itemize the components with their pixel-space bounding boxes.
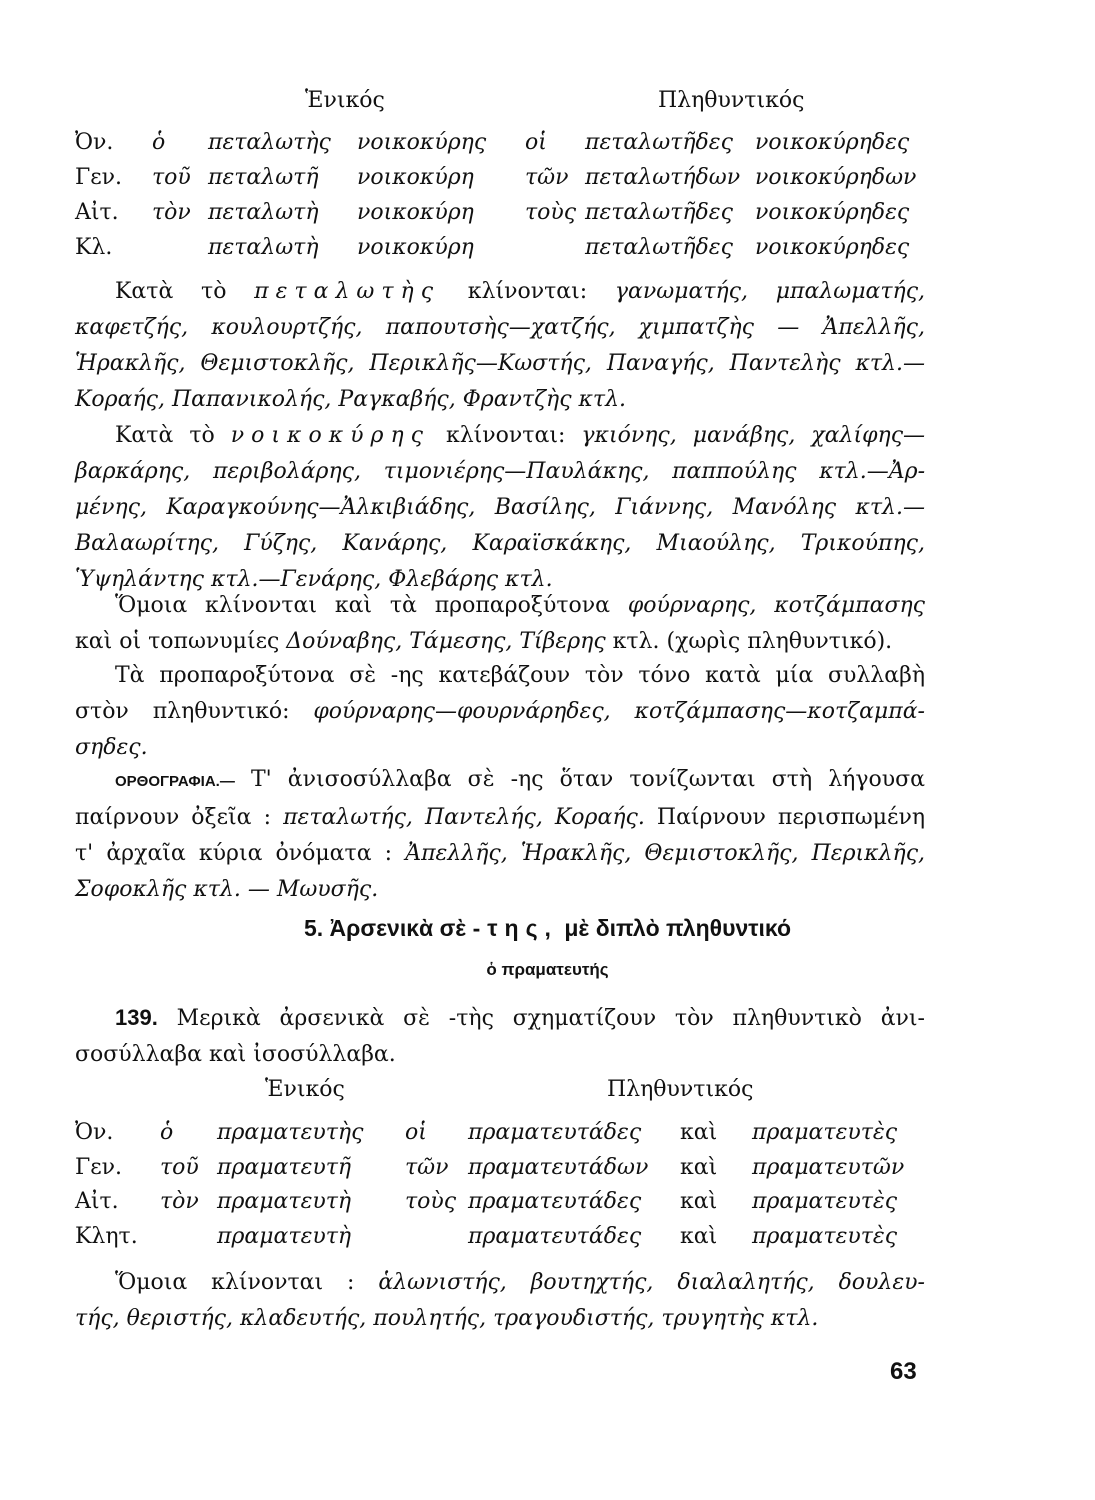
text-line: καφετζής, κουλουρτζής, παπουτσὴς—χατζής, χιμπατζὴς — Ἀπελλῆς, xyxy=(75,315,925,340)
table2-header-plural: Πληθυντικός xyxy=(607,1077,754,1102)
word: νοικοκύρη xyxy=(357,235,474,260)
word: νοικοκύρηδων xyxy=(755,165,917,190)
article: οἱ xyxy=(525,130,547,155)
examples: ἁλωνιστής, βουτηχτής, διαλαλητής, δουλευ- xyxy=(378,1270,925,1295)
word: πραματευτὲς xyxy=(752,1189,898,1214)
word: πεταλωτῆ xyxy=(208,165,319,190)
case-label: Κλητ. xyxy=(75,1224,138,1249)
word: πεταλωτῆδες xyxy=(585,235,733,260)
case-label: Αἰτ. xyxy=(75,200,119,225)
examples: γανωματής, μπαλωματής, xyxy=(614,279,926,304)
text-line: σοσύλλαβα καὶ ἰσοσύλλαβα. xyxy=(75,1042,396,1067)
word: πεταλωτῆδες xyxy=(585,200,733,225)
section-title-part: Ἀρσενικὰ σὲ xyxy=(329,915,467,941)
word: πραματευτῶν xyxy=(752,1155,905,1180)
article: τοὺς xyxy=(405,1189,457,1214)
text-line: Κοραής, Παπανικολής, Ραγκαβής, Φραντζὴς κτλ. xyxy=(75,387,627,412)
paragraph-proparoxytona xyxy=(75,588,925,660)
word: πραματευτάδων xyxy=(468,1155,649,1180)
text: στὸν πληθυντικό: xyxy=(75,699,290,724)
word: πεταλωτὴ xyxy=(208,235,319,260)
paragraph-139 xyxy=(75,1000,925,1073)
article: τοῦ xyxy=(152,165,191,190)
paragraph-tonos xyxy=(75,658,925,766)
examples: Δούναβης, Τάμεσης, Τίβερης xyxy=(286,629,606,654)
article: ὁ xyxy=(160,1120,174,1145)
word: πραματευτῆ xyxy=(217,1155,352,1180)
article: ὁ xyxy=(152,130,166,155)
text-line: Σοφοκλῆς κτλ. — Μωυσῆς. xyxy=(75,877,379,902)
word: πραματευτάδες xyxy=(468,1189,642,1214)
table2-header-singular: Ἑνικός xyxy=(265,1077,345,1102)
text-line: Ἡρακλῆς, Θεμιστοκλῆς, Περικλῆς—Κωστής, Παναγής, Παντελὴς κτλ.— xyxy=(75,351,925,376)
word: πραματευτὴ xyxy=(217,1189,352,1214)
article: οἱ xyxy=(405,1120,427,1145)
word: νοικοκύρηδες xyxy=(755,130,910,155)
text: παίρνουν ὀξεῖα : xyxy=(75,805,272,830)
paragraph-omoia xyxy=(75,1265,925,1337)
text: Τ' ἀνισοσύλλαβα σὲ -ης ὅταν τονίζωνται στὴ λήγουσα xyxy=(250,767,925,792)
section-title-part: μὲ διπλὸ πληθυντικό xyxy=(564,915,792,941)
table1-header-plural: Πληθυντικός xyxy=(658,88,805,113)
examples: Ἀπελλῆς, Ἡρακλῆς, Θεμιστοκλῆς, Περικλῆς, xyxy=(405,841,926,866)
word: πραματευτάδες xyxy=(468,1224,642,1249)
paragraph-noikokyris xyxy=(75,418,925,598)
article: τοῦ xyxy=(160,1155,199,1180)
word: πραματευτάδες xyxy=(468,1120,642,1145)
text-line: Ὑψηλάντης κτλ.—Γενάρης, Φλεβάρης κτλ. xyxy=(75,567,553,592)
text-line: τής, θεριστής, κλαδευτής, πουλητής, τραγουδιστής, τρυγητὴς κτλ. xyxy=(75,1306,819,1331)
case-label: Κλ. xyxy=(75,235,113,260)
word: πραματευτὲς xyxy=(752,1224,898,1249)
word: νοικοκύρης xyxy=(357,130,487,155)
text-line: σηδες. xyxy=(75,735,148,760)
orthography-label: ΟΡΘΟΓΡΑΦΙΑ.— xyxy=(115,773,235,790)
section-title-spaced: -της, xyxy=(472,915,558,941)
word: πεταλωτὴ xyxy=(208,200,319,225)
text-line: βαρκάρης, περιβολάρης, τιμονιέρης—Παυλάκης, παππούλης κτλ.—Ἀρ- xyxy=(75,459,925,484)
text: κλίνονται: xyxy=(467,279,588,304)
word: νοικοκύρη xyxy=(357,200,474,225)
word: πραματευτὲς xyxy=(752,1120,898,1145)
text: Μερικὰ ἀρσενικὰ σὲ -τὴς σχηματίζουν τὸν πληθυντικὸ ἀνι- xyxy=(176,1006,925,1031)
text: κλίνονται: xyxy=(445,423,566,448)
spaced-word: νοικοκύρης xyxy=(230,423,430,448)
section-number: 5. xyxy=(303,915,324,941)
article: τοὺς xyxy=(525,200,577,225)
text: τ' ἀρχαῖα κύρια ὀνόματα : xyxy=(75,841,393,866)
text: Παίρνουν περισπωμένη xyxy=(656,805,925,830)
text-line: Τὰ προπαροξύτονα σὲ -ης κατεβάζουν τὸν τόνο κατὰ μία συλλαβὴ xyxy=(115,663,925,688)
text-line: μένης, Καραγκούνης—Ἀλκιβιάδης, Βασίλης, Γιάννης, Μανόλης κτλ.— xyxy=(75,495,925,520)
article: τὸν xyxy=(160,1189,199,1214)
examples: φούρναρης, κοτζάμπασης xyxy=(627,593,925,618)
intro-text: Κατὰ τὸ xyxy=(115,423,215,448)
section-subtitle: ὁ πραματευτής xyxy=(486,960,609,979)
article: τῶν xyxy=(525,165,569,190)
page-number: 63 xyxy=(890,1358,917,1385)
case-label: Γεν. xyxy=(75,1155,123,1180)
case-label: Αἰτ. xyxy=(75,1189,119,1214)
article: τῶν xyxy=(405,1155,449,1180)
word: πραματευτὴ xyxy=(217,1224,352,1249)
text: Ὅμοια κλίνονται : xyxy=(115,1270,355,1295)
conjunction: καὶ xyxy=(680,1224,718,1249)
table1-header-singular: Ἑνικός xyxy=(305,88,385,113)
intro-text: Κατὰ τὸ xyxy=(115,279,227,304)
word: πραματευτὴς xyxy=(217,1120,364,1145)
examples: πεταλωτής, Παντελής, Κοραής. xyxy=(283,805,645,830)
word: νοικοκύρηδες xyxy=(755,235,910,260)
word: νοικοκύρηδες xyxy=(755,200,910,225)
paragraph-orthografia xyxy=(75,762,925,908)
conjunction: καὶ xyxy=(680,1155,718,1180)
case-label: Ὀν. xyxy=(75,1120,114,1145)
examples: γκιόνης, μανάβης, χαλίφης— xyxy=(581,423,926,448)
word: πεταλωτῆδες xyxy=(585,130,733,155)
case-label: Γεν. xyxy=(75,165,123,190)
paragraph-number: 139. xyxy=(115,1005,158,1030)
section-heading xyxy=(0,915,1095,942)
case-label: Ὀν. xyxy=(75,130,114,155)
text: καὶ οἱ τοπωνυμίες xyxy=(75,629,280,654)
article: τὸν xyxy=(152,200,191,225)
word: νοικοκύρη xyxy=(357,165,474,190)
text: κτλ. (χωρὶς πληθυντικό). xyxy=(612,629,893,654)
conjunction: καὶ xyxy=(680,1120,718,1145)
conjunction: καὶ xyxy=(680,1189,718,1214)
examples: φούρναρης—φουρνάρηδες, κοτζάμπασης—κοτζαμπά- xyxy=(313,699,925,724)
text-line: Βαλαωρίτης, Γύζης, Κανάρης, Καραϊσκάκης, Μιαούλης, Τρικούπης, xyxy=(75,531,925,556)
text: Ὅμοια κλίνονται καὶ τὰ προπαροξύτονα xyxy=(115,593,610,618)
spaced-word: πεταλωτὴς xyxy=(254,279,441,304)
paragraph-petalotis xyxy=(75,274,925,418)
word: πεταλωτὴς xyxy=(208,130,331,155)
word: πεταλωτήδων xyxy=(585,165,741,190)
